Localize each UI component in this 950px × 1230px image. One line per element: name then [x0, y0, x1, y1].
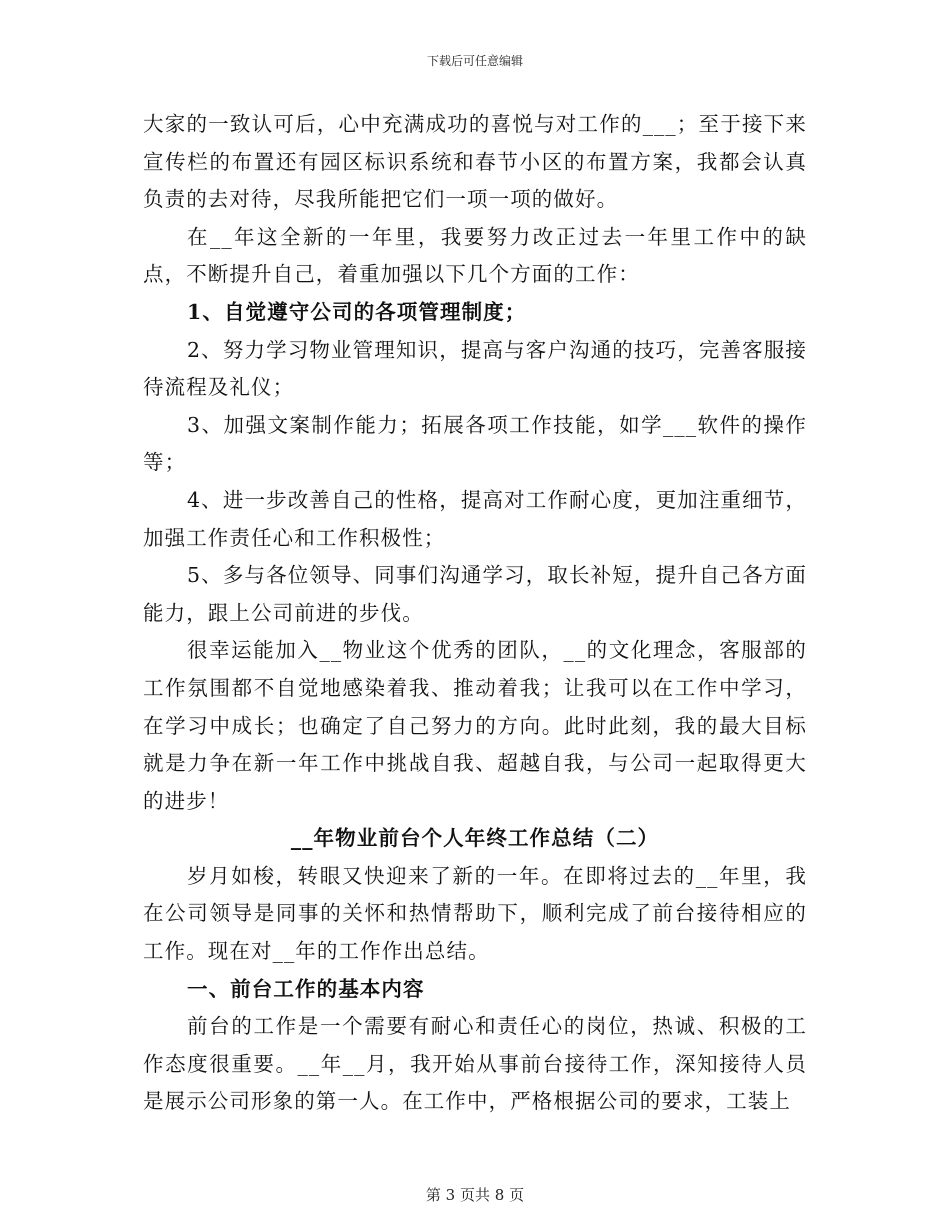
paragraph-continuation: 大家的一致认可后，心中充满成功的喜悦与对工作的___；至于接下来宣传栏的布置还有园区标识系统和春节小区的布置方案，我都会认真负责的去对待，尽我所能把它们一项一项的做好。 — [143, 112, 807, 212]
list-item-2: 2、努力学习物业管理知识，提高与客户沟通的技巧，完善客服接待流程及礼仪； — [143, 337, 807, 400]
list-item-3: 3、加强文案制作能力；拓展各项工作技能，如学___软件的操作等； — [143, 412, 807, 475]
list-item-5: 5、多与各位领导、同事们沟通学习，取长补短，提升自己各方面能力，跟上公司前进的步伐。 — [143, 563, 807, 625]
list-item-1: 1、自觉遵守公司的各项管理制度； — [187, 299, 527, 324]
subheading-front-desk: 一、前台工作的基本内容 — [187, 976, 425, 1001]
page-header: 下载后可任意编辑 — [426, 54, 523, 68]
paragraph-new-year-plan: 在__年这全新的一年里，我要努力改正过去一年里工作中的缺点，不断提升自己，着重加强以下几个方面的工作： — [143, 224, 807, 287]
section-title: __年物业前台个人年终工作总结（二） — [290, 826, 660, 851]
document-body — [143, 106, 807, 1121]
paragraph-intro: 岁月如梭，转眼又快迎来了新的一年。在即将过去的__年里，我在公司领导是同事的关怀和热情帮助下，顺利完成了前台接待相应的工作。现在对__年的工作作出总结。 — [143, 863, 807, 964]
page-footer: 第 3 页共 8 页 — [425, 1186, 525, 1204]
paragraph-front-desk: 前台的工作是一个需要有耐心和责任心的岗位，热诚、积极的工作态度很重要。__年__月，我开始从事前台接待工作，深知接待人员是展示公司形象的第一人。在工作中，严格根据公司的要求，工装上 — [143, 1014, 807, 1114]
paragraph-closing: 很幸运能加入__物业这个优秀的团队，__的文化理念，客服部的工作氛围都不自觉地感染着我、推动着我；让我可以在工作中学习，在学习中成长；也确定了自己努力的方向。此时此刻，我的最大目标就是力争在新一年工作中挑战自我、超越自我，与公司一起取得更大的进步！ — [143, 638, 807, 813]
list-item-4: 4、进一步改善自己的性格，提高对工作耐心度，更加注重细节，加强工作责任心和工作积极性； — [143, 487, 807, 550]
